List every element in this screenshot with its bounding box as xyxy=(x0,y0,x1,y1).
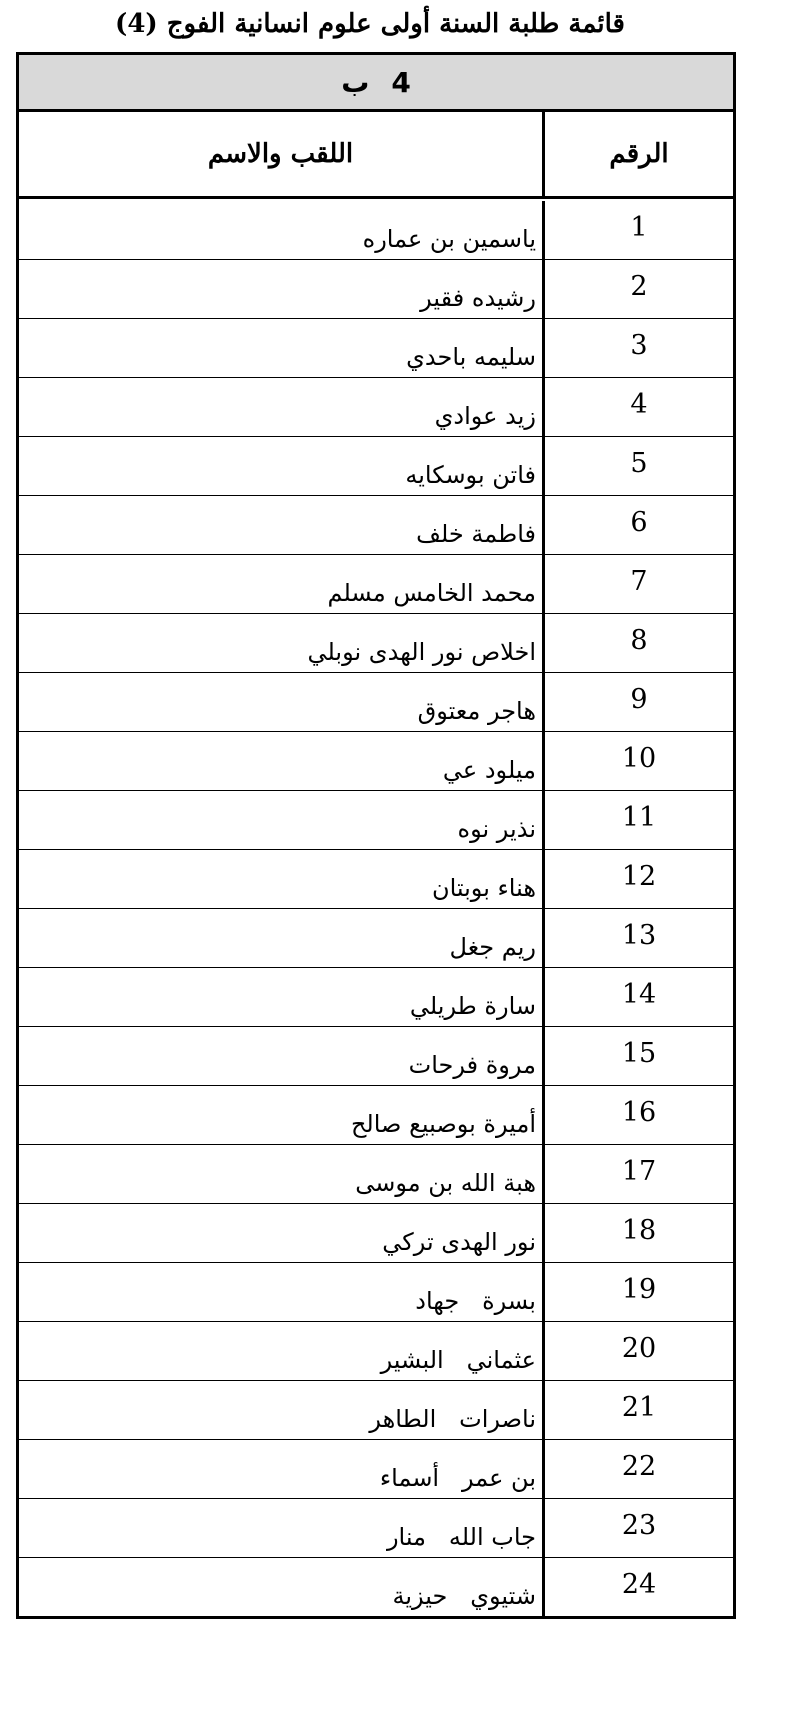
table-row xyxy=(19,259,733,318)
student-name: مروة فرحات xyxy=(19,1027,545,1085)
table-row xyxy=(19,1498,733,1557)
table-row xyxy=(19,1262,733,1321)
student-number: 22 xyxy=(621,1450,657,1482)
student-name: جاب الله منار xyxy=(19,1499,545,1557)
student-number: 10 xyxy=(621,742,657,774)
student-number: 18 xyxy=(621,1214,657,1246)
table-row xyxy=(19,1085,733,1144)
table-row xyxy=(19,1380,733,1439)
group-header xyxy=(19,55,733,112)
student-name: اخلاص نور الهدى نوبلي xyxy=(19,614,545,672)
page-title: قائمة طلبة السنة أولى علوم انسانية الفوج (4) xyxy=(115,9,625,39)
student-name: سارة طريلي xyxy=(19,968,545,1026)
student-name: هبة الله بن موسى xyxy=(19,1145,545,1203)
student-name: ناصرات الطاهر xyxy=(19,1381,545,1439)
student-number: 1 xyxy=(630,211,648,243)
student-name: فاطمة خلف xyxy=(19,496,545,554)
student-number: 7 xyxy=(630,565,648,597)
student-name: ميلود عي xyxy=(19,732,545,790)
student-number: 4 xyxy=(630,388,648,420)
student-number: 6 xyxy=(630,506,648,538)
student-name: محمد الخامس مسلم xyxy=(19,555,545,613)
table-row xyxy=(19,731,733,790)
student-name: ريم جغل xyxy=(19,909,545,967)
student-name: أميرة بوصبيع صالح xyxy=(19,1086,545,1144)
table-row xyxy=(19,1026,733,1085)
table-row xyxy=(19,377,733,436)
table-row xyxy=(19,1144,733,1203)
table-row xyxy=(19,790,733,849)
student-number: 20 xyxy=(621,1332,657,1364)
student-name: ياسمين بن عماره xyxy=(19,201,545,259)
student-number: 13 xyxy=(621,919,657,951)
table-row xyxy=(19,1321,733,1380)
student-number: 24 xyxy=(621,1568,657,1600)
student-number: 8 xyxy=(630,624,648,656)
student-number: 12 xyxy=(621,860,657,892)
student-name: هناء بوبتان xyxy=(19,850,545,908)
student-name: زيد عوادي xyxy=(19,378,545,436)
student-number: 21 xyxy=(621,1391,657,1423)
column-header-row xyxy=(19,112,733,199)
table-row xyxy=(19,908,733,967)
table-row xyxy=(19,672,733,731)
student-number: 17 xyxy=(621,1155,657,1187)
table-row xyxy=(19,967,733,1026)
student-name: هاجر معتوق xyxy=(19,673,545,731)
student-roster-table xyxy=(16,52,736,1619)
name-column-header: اللقب والاسم xyxy=(19,112,545,196)
student-name: بسرة جهاد xyxy=(19,1263,545,1321)
table-row xyxy=(19,495,733,554)
student-number: 19 xyxy=(621,1273,657,1305)
student-number: 5 xyxy=(630,447,648,479)
table-row xyxy=(19,1439,733,1498)
student-number: 3 xyxy=(630,329,648,361)
table-row xyxy=(19,201,733,259)
student-name: شتيوي حيزية xyxy=(19,1558,545,1616)
student-name: رشيده فقير xyxy=(19,260,545,318)
table-row xyxy=(19,849,733,908)
table-row xyxy=(19,613,733,672)
group-letter: ب xyxy=(341,65,370,99)
student-name: عثماني البشير xyxy=(19,1322,545,1380)
table-row xyxy=(19,554,733,613)
student-number: 23 xyxy=(621,1509,657,1541)
student-number: 16 xyxy=(621,1096,657,1128)
table-row xyxy=(19,318,733,377)
student-number: 9 xyxy=(630,683,648,715)
student-rows xyxy=(19,201,733,1616)
student-name: نذير نوه xyxy=(19,791,545,849)
student-number: 2 xyxy=(630,270,648,302)
table-row xyxy=(19,1203,733,1262)
table-row xyxy=(19,436,733,495)
student-name: بن عمر أسماء xyxy=(19,1440,545,1498)
student-number: 15 xyxy=(621,1037,657,1069)
student-name: نور الهدى تركي xyxy=(19,1204,545,1262)
group-number: 4 xyxy=(391,65,411,99)
student-number: 14 xyxy=(621,978,657,1010)
student-number: 11 xyxy=(621,801,657,833)
student-name: فاتن بوسكايه xyxy=(19,437,545,495)
table-row xyxy=(19,1557,733,1616)
number-column-header: الرقم xyxy=(609,139,669,169)
student-name: سليمه باحدي xyxy=(19,319,545,377)
